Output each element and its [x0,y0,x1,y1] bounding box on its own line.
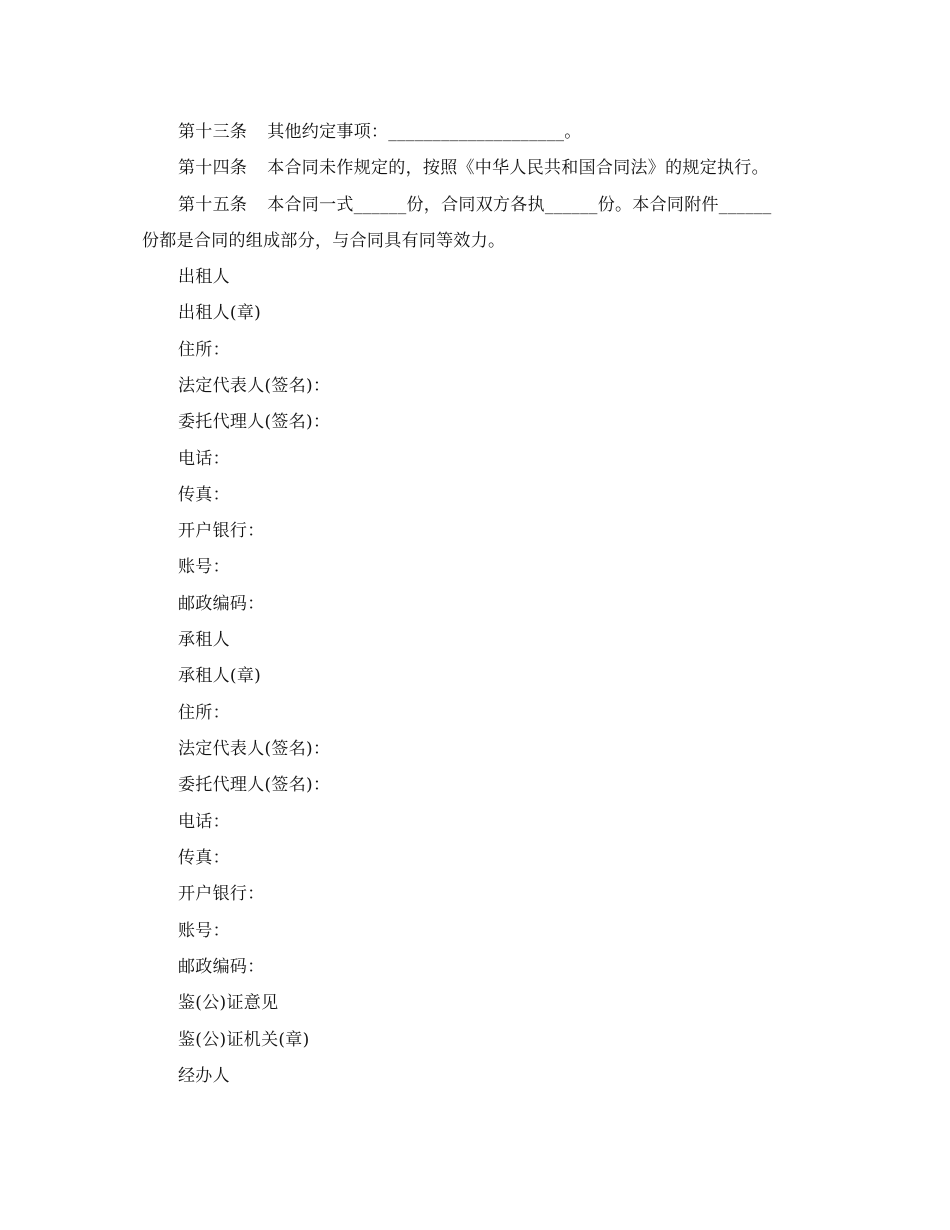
lessor-bank: 开户银行： [178,521,265,541]
notary-handler: 经办人 [178,1066,230,1086]
article-14 [178,157,769,179]
lessee-seal: 承租人(章) [178,666,262,686]
lessor-phone: 电话： [178,449,230,469]
lessee-heading: 承租人 [178,630,230,650]
notary-opinion: 鉴(公)证意见 [178,993,279,1013]
lessor-legal-representative: 法定代表人(签名)： [178,376,331,396]
article-15-text: 本合同一式______份，合同双方各执______份。本合同附件______ [267,195,772,215]
lessor-postcode: 邮政编码： [178,594,265,614]
article-15 [178,194,772,216]
lessee-account: 账号： [178,921,230,941]
lessor-heading: 出租人 [178,267,230,287]
lessee-postcode: 邮政编码： [178,957,265,977]
lessee-address: 住所： [178,703,230,723]
lessee-legal-representative: 法定代表人(签名)： [178,739,331,759]
lessor-account: 账号： [178,557,230,577]
article-14-text: 本合同未作规定的，按照《中华人民共和国合同法》的规定执行。 [267,158,769,178]
article-14-number: 第十四条 [178,158,248,178]
article-13 [178,121,582,143]
lessor-agent: 委托代理人(签名)： [178,412,331,432]
notary-office-seal: 鉴(公)证机关(章) [178,1030,310,1050]
article-15-continuation: 份都是合同的组成部分，与合同具有同等效力。 [142,231,506,251]
article-15-number: 第十五条 [178,195,248,215]
lessor-seal: 出租人(章) [178,303,262,323]
lessor-fax: 传真： [178,485,230,505]
lessee-fax: 传真： [178,848,230,868]
article-13-text: 其他约定事项：____________________。 [267,122,582,142]
lessee-agent: 委托代理人(签名)： [178,775,331,795]
article-13-number: 第十三条 [178,122,248,142]
lessee-bank: 开户银行： [178,884,265,904]
lessor-address: 住所： [178,340,230,360]
lessee-phone: 电话： [178,812,230,832]
